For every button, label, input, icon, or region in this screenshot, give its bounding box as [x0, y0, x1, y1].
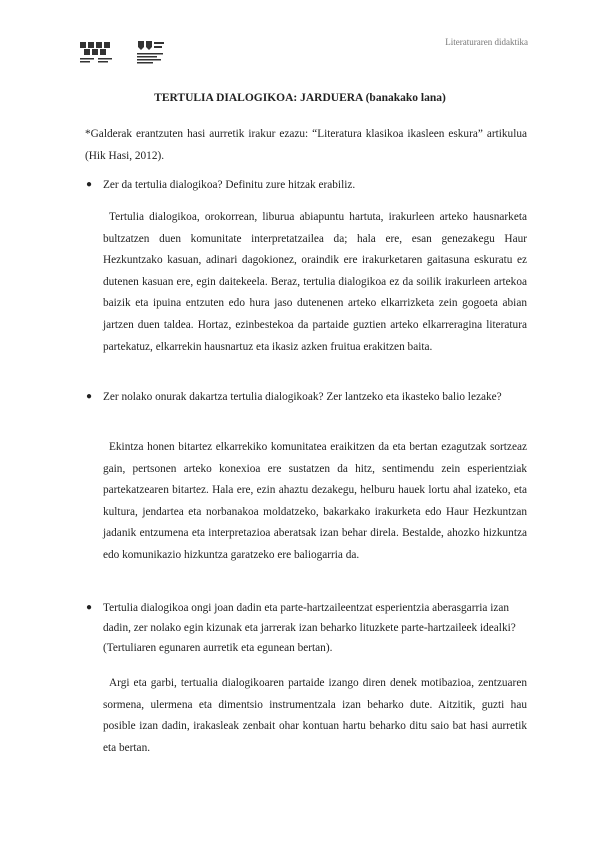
question-2-text: Zer nolako onurak dakartza tertulia dialogikoak? Zer lantzeko eta ikasteko balio lezake?	[103, 391, 502, 403]
bullet-icon: ●	[86, 602, 93, 613]
question-1	[86, 175, 527, 195]
bullet-icon: ●	[86, 391, 93, 402]
page-title: TERTULIA DIALOGIKOA: JARDUERA (banakako lana)	[154, 92, 446, 104]
question-1-text: Zer da tertulia dialogikoa? Definitu zure hitzak erabiliz.	[103, 179, 356, 191]
intro-paragraph: *Galderak erantzuten hasi aurretik irakur ezazu: “Literatura klasikoa ikasleen eskura” artikulua (Hik Hasi, 2012).	[85, 128, 527, 162]
faculty-logo	[134, 39, 168, 65]
answer-3: Argi eta garbi, tertualia dialogikoaren partaide izango diren denek motibazioa, zentzuaren sormena, ulermena eta dimentsio instrumentzala izan beharko dute. Aitzitik, guzti hau posible izan dadin, irakasleak zenbait ohar kontuan hartu beharko ditu saio bat hasi aurretik eta bertan.	[103, 677, 527, 754]
university-logo	[78, 40, 124, 64]
answer-1: Tertulia dialogikoa, orokorrean, liburua abiapuntu hartuta, irakurleen arteko hausnarketa bultzatzen duen komunitate interpretatzailea da; hala ere, esan genezakegu Haur Hezkuntzako kasuan, adinari dagokionez, oraindik ere irakurketaren gaitasuna eskuratu ez dutenen kasuan ere, egin daitekeela. Beraz, tertulia dialogikoa ez da soilik irakurleen artekoa baizik eta ipuina entzuten edo hura jaso dutenenen arteko elkarrizketa zein gogoeta abian jartzen duen taldea. Hortaz, ezinbestekoa da partaide guztien arteko elkarreragina literatura partekatuz, elkarrekin hausnartuz eta ikasiz azken fruitua erakitzen baita.	[103, 211, 527, 353]
document-header-label: Literaturaren didaktika	[445, 37, 528, 47]
bullet-icon: ●	[86, 179, 93, 190]
question-3-text: Tertulia dialogikoa ongi joan dadin eta parte-hartzaileentzat esperientzia aberasgarria izan dadin, zer nolako egin kizunak eta jarrerak izan beharko lituzkete parte-hartzaileek idealki? (Tertuliaren egunaren aurretik eta egunean bertan).	[103, 602, 516, 654]
question-2	[86, 387, 527, 407]
question-3	[86, 598, 527, 658]
answer-2: Ekintza honen bitartez elkarrekiko komunitatea eraikitzen da eta bertan ezagutzak sortzeaz gain, pertsonen arteko konexioa ere sustatzen da hitz, sentimendu zein esperientziak partekatzearen bitartez. Hala ere, ezin ahaztu dezakegu, helburu hauek lortu ahal izateko, eta kultura, jendartea eta norbanakoa moldatzeko, bakarkako irakurketa edo Haur Hezkuntzan jadanik entzumena eta interpretazioa aberatsak izan behar direla. Bestalde, ahozko hizkuntza edo komunikazio hizkuntza garatzeko ere baliogarria da.	[103, 441, 527, 561]
